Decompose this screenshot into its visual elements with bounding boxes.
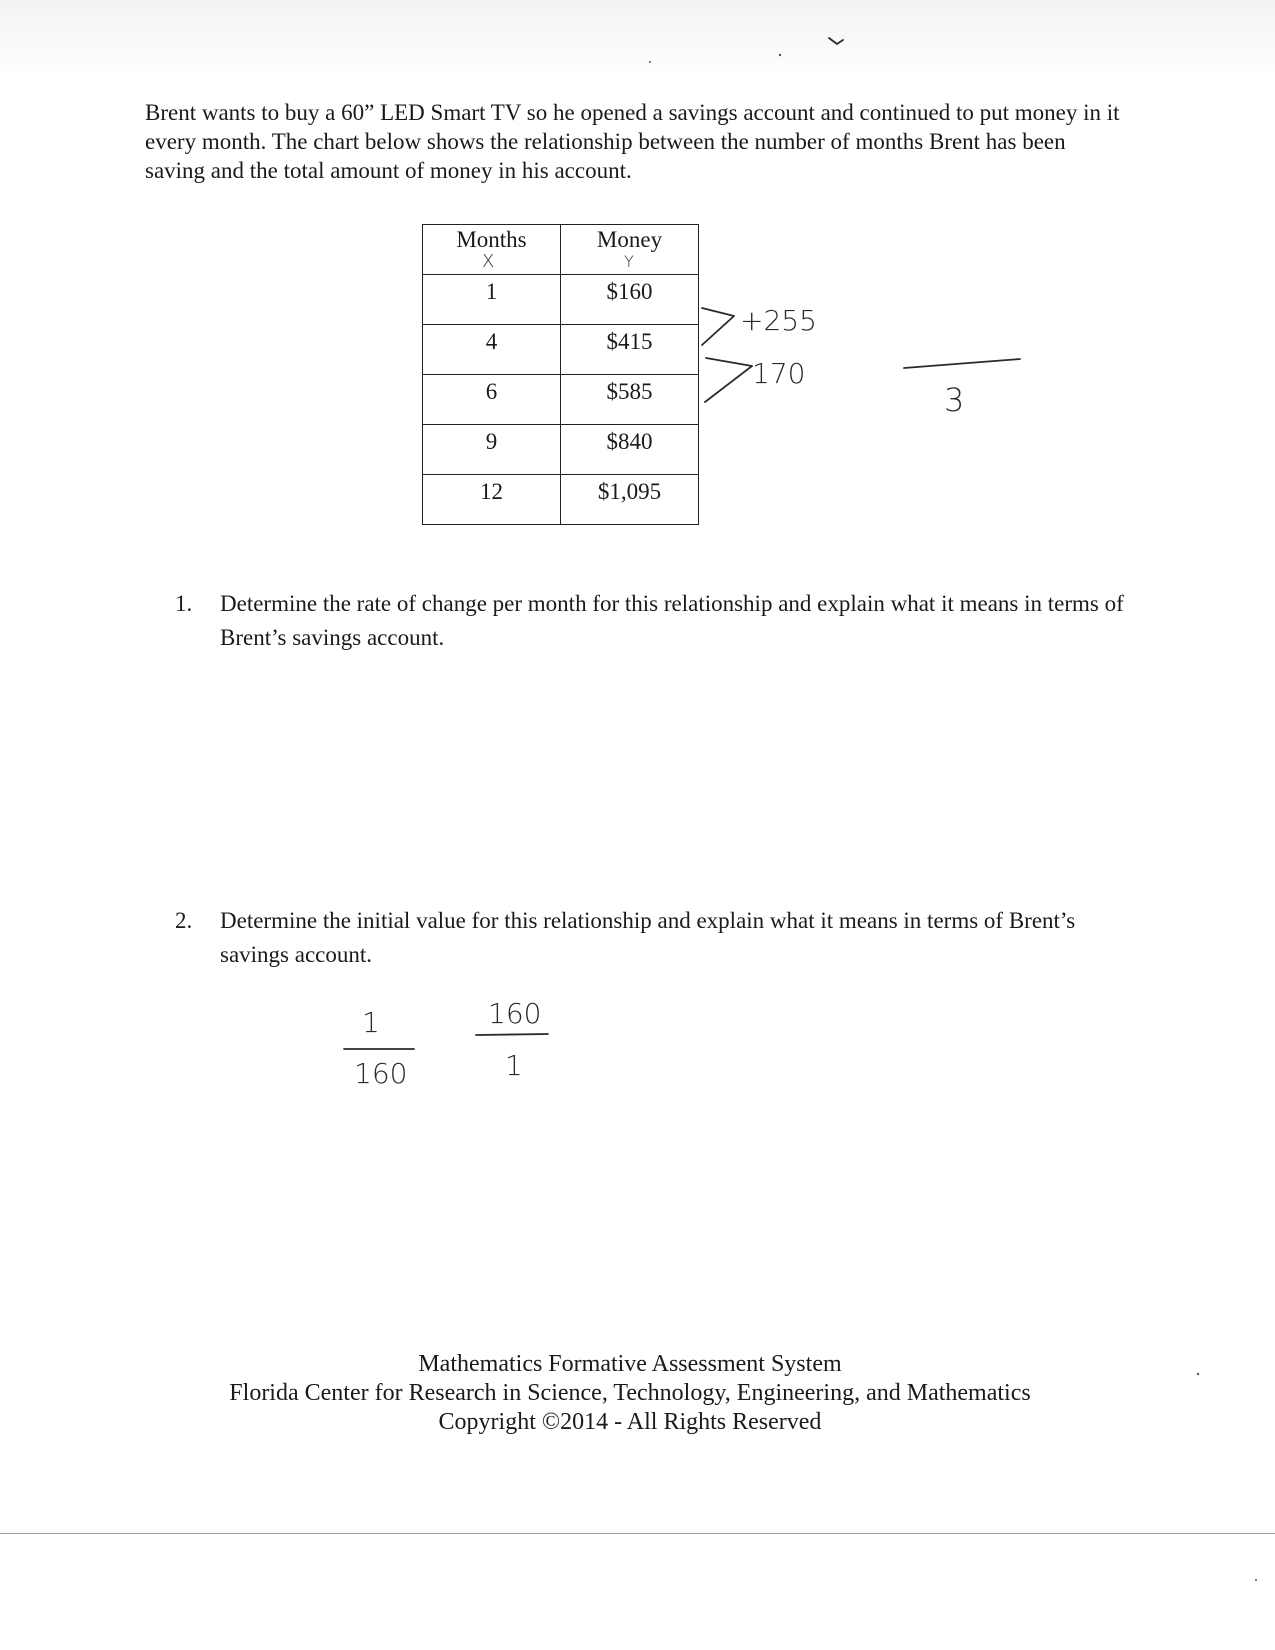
fraction-2-bar	[476, 1034, 548, 1035]
table-header-row	[423, 225, 699, 275]
question-text: Determine the rate of change per month for this relationship and explain what it means in terms of Brent’s savings account.	[220, 591, 1124, 650]
months-money-table	[422, 224, 699, 525]
table-row	[423, 325, 699, 375]
header-money: Money	[561, 225, 699, 275]
table-row	[423, 275, 699, 325]
fraction-2-numerator: 160	[488, 997, 542, 1030]
question-2	[175, 904, 1125, 972]
bottom-rule	[0, 1533, 1275, 1534]
table-row	[423, 375, 699, 425]
table-row	[423, 425, 699, 475]
handwritten-diff-170: 170	[752, 357, 806, 390]
table-row	[423, 475, 699, 525]
footer-line-1: Mathematics Formative Assessment System	[418, 1351, 842, 1377]
fraction-2-denominator: 1	[505, 1049, 523, 1082]
footer-line-3: Copyright ©2014 - All Rights Reserved	[438, 1409, 822, 1435]
cell-months: 6	[423, 375, 561, 425]
intro-paragraph: Brent wants to buy a 60” LED Smart TV so he opened a savings account and continued to put money in it every month. The chart below shows the relationship between the number of months Brent has been saving and the total amount of money in his account.	[145, 100, 1120, 183]
question-number: 1.	[175, 591, 193, 616]
question-number: 2.	[175, 908, 193, 933]
footer-line-2: Florida Center for Research in Science, Technology, Engineering, and Mathematics	[229, 1380, 1031, 1406]
cell-money: $585	[561, 375, 699, 425]
fraction-1-numerator: 1	[362, 1006, 380, 1039]
cell-money: $415	[561, 325, 699, 375]
bracket-arrow-1	[702, 308, 734, 345]
footer	[0, 1350, 1260, 1437]
scan-speck	[1255, 1579, 1257, 1581]
cell-money: $1,095	[561, 475, 699, 525]
handwritten-x-mark: X	[482, 251, 495, 272]
bracket-arrow-2	[705, 358, 752, 402]
fraction-bar-right	[904, 359, 1020, 368]
header-months: Months	[423, 225, 561, 275]
fraction-1-denominator: 160	[354, 1057, 408, 1090]
handwritten-diff-255: +255	[740, 304, 817, 337]
handwritten-y-mark: Y	[624, 252, 634, 271]
cell-months: 1	[423, 275, 561, 325]
scan-shadow	[0, 0, 1275, 78]
handwritten-three: 3	[944, 381, 965, 419]
cell-money: $160	[561, 275, 699, 325]
question-text: Determine the initial value for this relationship and explain what it means in terms of Brent’s savings account.	[220, 908, 1076, 967]
question-1	[175, 587, 1125, 655]
cell-money: $840	[561, 425, 699, 475]
cell-months: 9	[423, 425, 561, 475]
cell-months: 12	[423, 475, 561, 525]
cell-months: 4	[423, 325, 561, 375]
